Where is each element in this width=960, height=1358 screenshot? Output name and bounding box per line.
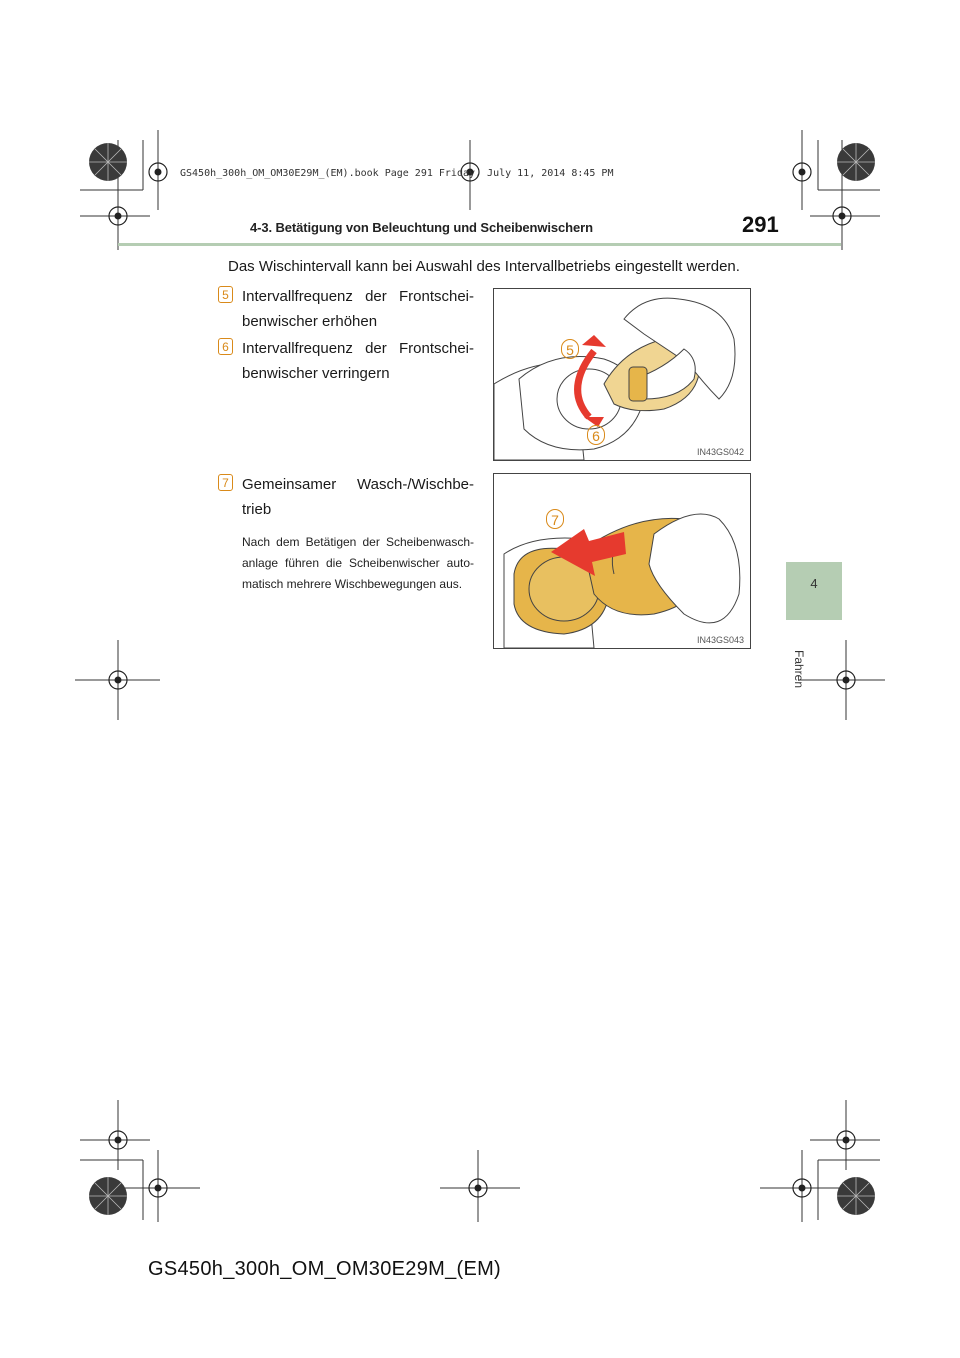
list-item-7 (218, 472, 474, 595)
section-title: 4-3. Betätigung von Beleuchtung und Scheibenwischern (250, 220, 593, 235)
list-item-5 (218, 284, 474, 334)
chapter-tab (786, 562, 842, 620)
header-rule (118, 243, 841, 246)
chapter-label: Fahren (792, 650, 806, 689)
figure-washer (493, 473, 751, 649)
washer-illustration (494, 474, 750, 648)
figure-code: IN43GS042 (696, 447, 744, 457)
footer-document-code: GS450h_300h_OM_OM30E29M_(EM) (148, 1258, 502, 1280)
item-number-badge: 7 (218, 474, 233, 491)
item-text: Intervallfrequenz der Frontschei-benwischer verringern (242, 340, 474, 382)
figure-code: IN43GS043 (696, 635, 744, 645)
print-info: GS450h_300h_OM_OM30E29M_(EM).book Page 291 Friday, July 11, 2014 8:45 PM (180, 168, 614, 179)
item-number-badge: 6 (218, 338, 233, 355)
chapter-number: 4 (810, 576, 818, 591)
item-text: Gemeinsamer Wasch-/Wischbe-trieb (242, 476, 474, 518)
intro-text: Das Wischintervall kann bei Auswahl des Intervallbetriebs eingestellt werden. (228, 258, 740, 275)
item-number-badge: 5 (218, 286, 233, 303)
figure-callout-5: 5 (561, 339, 579, 359)
wiper-interval-illustration (494, 289, 750, 460)
page-number: 291 (742, 212, 779, 237)
list-item-6 (218, 336, 474, 386)
figure-callout-7: 7 (546, 509, 564, 529)
figure-callout-6: 6 (587, 425, 605, 445)
item-text: Intervallfrequenz der Frontschei-benwischer erhöhen (242, 288, 474, 330)
figure-wiper-interval (493, 288, 751, 461)
item-note: Nach dem Betätigen der Scheibenwasch-anlage führen die Scheibenwischer auto-matisch mehrere Wischbewegungen aus. (242, 535, 474, 591)
